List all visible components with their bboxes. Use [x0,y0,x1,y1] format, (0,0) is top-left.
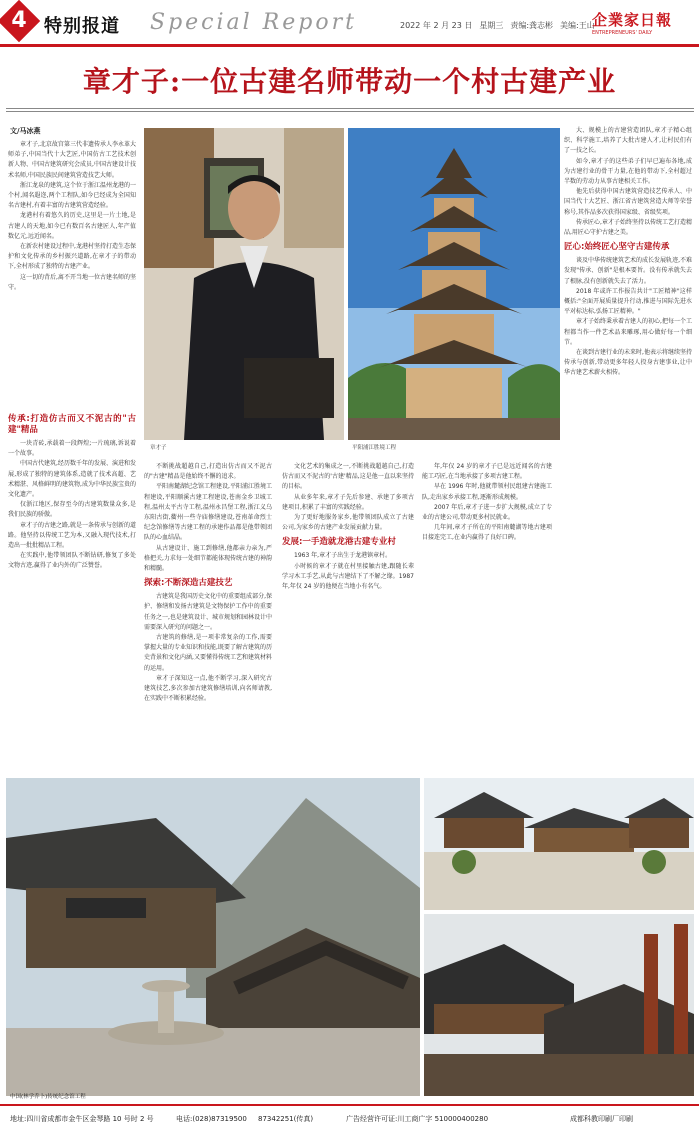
footer-printer: 成都科教印刷厂印刷 [570,1115,633,1123]
portrait-caption: 章才子 [150,445,167,451]
subhead-exploration: 探索:不断深造古建技艺 [144,578,233,589]
paragraph: 1963 年,章才子出生于龙港镇章村。 [294,552,392,560]
footer-license: 广告经营许可证:川工商广字 510000400280 [346,1115,489,1123]
paragraph: 文化艺术的集成之一,不断挑战超越自己,打造仿古而又不泥古的'古建'精品,这是他一直以来坚持的目标。 [282,463,414,491]
pavilion-illustration [348,128,560,440]
section-title: 特别报道 [44,16,120,37]
paragraph: 古建筑是我国历史文化中的重要组成部分,保护、修缮和发扬古建筑是文物保护工作中的重要任务之一,也是建筑设计、城市规划和园林设计中需要深入研究的问题之一。 [144,593,272,631]
paragraph: 谈及中华传统建筑艺术的成长发展轨迹,不难发现"传承、创新"是根本要旨。没有传承就失去了根脉,没有创新就失去了活力。 [564,257,692,285]
paragraph: 章才子始终秉承着古建人的初心,把每一个工程都当作一件艺术品来雕琢,用心做好每一个细节。 [564,318,692,346]
paragraph: 一块青砖,承载着一段辉煌;一片琉璃,诉说着一个故事。 [8,440,136,458]
pavilion-caption: 平阳浦江胜境工程 [352,445,397,451]
paragraph: 仅浙江地区,保存至今的古建筑数量众多,是我们民族的骄傲。 [8,501,136,519]
paragraph: 传承匠心,章才子始终坚持以传统工艺打造精品,用匠心守护古建之美。 [564,218,692,237]
paragraph: 中国古代建筑,经历数千年的发展、演进和发展,形成了独特的建筑体系,造就了技术高超、艺术精湛、风格鲜明的建筑物,成为中华民族宝贵的文化遗产。 [8,460,136,499]
footer-fax: 87342251(传真) [258,1115,314,1123]
designer: 美编:王山 [560,21,595,30]
paragraph: 为了更好地服务家乡,他带领团队成立了古建公司,为家乡的古建产业发展贡献力量。 [282,514,414,532]
bottom-photo-caption: 中国(林学乔卜)传统纪念馆工程 [10,1094,86,1100]
paragraph: 浙江龙泉的建筑,这个位于浙江温州龙港的一个村,闻名遐迩,两个工程队,如今已经成为全国知名古建村,有着丰富的古建筑营造经验。 [8,181,136,210]
footer-address: 地址:四川省成都市金牛区金琴路 10 号时 2 号 [10,1115,154,1123]
text-column-1 [8,140,136,404]
garden-hall-photo [424,778,694,910]
page-footer [0,1104,699,1126]
text-column-2 [144,462,272,772]
article-headline: 章才子:一位古建名师带动一个村古建产业 [82,65,617,98]
corridor-illustration [424,914,694,1096]
paragraph: 2018 年或许工作报告共计"工匠精神"这样概括:"全面开展质量提升行动,推进与国际先进水平对标达标,弘扬工匠精神。" [564,287,692,316]
paragraph: 在实践中,他带领团队不断钻研,修复了多处文物古迹,赢得了业内外的广泛赞誉。 [8,552,136,570]
portrait-photo [144,128,344,440]
newspaper-logo-en: ENTREPRENEURS' DAILY [592,30,653,36]
paragraph: 这一切的背后,离不开当地一位古建名师的坚守。 [8,273,136,291]
headline-rule-top [6,108,694,109]
paragraph: 不断挑战超越自己,打造出仿古而又不泥古的"古建"精品是他始终不懈的追求。 [144,463,272,481]
paragraph: 章才子,北京故宫第三代非遗传承人李永革大师弟子,中国当代十大艺匠,中国仿古工艺技术创新人物、中国古建筑研究会成员,中国古建设计技术名师,中国民族民间建筑营造技艺大师。 [8,141,136,179]
footer-phone: 电话:(028)87319500 [176,1115,247,1123]
editor: 责编:龚志彬 [510,21,554,30]
issue-date: 2022 年 2 月 23 日 [400,21,473,30]
article-author: 文/马冰燕 [10,127,41,135]
paragraph: 2007 年后,章才子进一步扩大规模,成立了专业的古建公司,带动更多村民就业。 [422,503,552,522]
page-number: 4 [11,8,27,33]
paragraph: 章才子的古建之路,就是一条传承与创新的道路。他坚持以传统工艺为本,又融入现代技术,打造出一批批精品工程。 [8,521,136,550]
paragraph: 如今,章才子的这些弟子们早已遍布各地,成为古建行业的骨干力量,在他的带动下,全村超过半数的劳动力从事古建相关工作。 [564,157,692,186]
headline-rule-bottom [6,111,694,112]
text-column-1b [8,410,136,772]
paragraph: 平阳南麓湖纪念馆工程建设,平阳浦江胜境工程建设,平阳顺溪古建工程建设,苍南金乡卫城工程,温州太平古寺工程,温州永昌堡工程,浙江义乌东阳古街,衢州一些寺庙修缮建设,苍南革命烈士纪念馆修缮等古建工程的承建作品都是他带领团队的心血结晶。 [144,483,272,542]
page-header [0,0,699,50]
text-column-4 [422,462,552,772]
newspaper-logo: 企業家日報 [592,11,673,29]
temple-courtyard-photo [6,778,420,1096]
paragraph: 年,年仅 24 岁的章才子已是远近闻名的古建能工巧匠,在当地承接了多项古建工程。 [422,463,552,481]
paragraph: 从古建设计、施工到修缮,他都亲力亲为,严格把关,力求每一处细节都能体现传统古建的神韵和精髓。 [144,544,272,573]
paragraph: 他先后获得中国古建筑营造技艺传承人、中国当代十大艺匠、浙江省古建筑营造大师等荣誉称号,其作品多次获得国家级、省级奖项。 [564,188,692,216]
issue-meta [400,20,602,31]
subhead-development: 发展:一手造就龙港古建专业村 [282,537,396,548]
portrait-illustration [144,128,344,440]
paragraph: 早在 1996 年时,他就带领村民组建古建施工队,走出家乡承接工程,逐渐形成规模。 [422,483,552,501]
corridor-roofs-photo [424,914,694,1096]
paragraph: 在新农村建设过程中,龙港村坚持打造生态保护和文化传承的乡村振兴道路,在章才子的带动下,全村形成了独特的古建产业。 [8,243,136,271]
subhead-inheritance: 传承:打造仿古而又不泥古的"古建"精品 [8,414,136,435]
text-column-3 [282,462,414,772]
paragraph: 从业多年来,章才子先后参建、承建了多项古建项目,积累了丰富的实践经验。 [282,493,414,511]
pavilion-photo [348,128,560,440]
paragraph: 大、规模上的古建营造团队,章才子精心组织、科学施工,培养了大批古建人才,让村民们有了一技之长。 [564,127,692,155]
paragraph: 几年间,章才子所在的平阳南麓湖等地古建项目接连完工,在业内赢得了良好口碑。 [422,524,552,542]
subhead-craftsmanship: 匠心:始终匠心坚守古建传承 [564,242,670,253]
paragraph: 小时候的章才子就在村里接触古建,跟随长辈学习木工手艺,从此与古建结下了不解之缘。1987年,年仅 24 岁的他便在当地小有名气。 [282,562,414,591]
paragraph: 古建筑的修缮,是一项非常复杂的工作,需要掌握大量的专业知识和技能,既要了解古建筑的历史背景和文化内涵,又要懂得传统工艺和建筑材料的运用。 [144,634,272,672]
garden-hall-illustration [424,778,694,910]
header-rule [0,44,699,47]
paragraph: 章才子深知这一点,他不断学习,深入研究古建筑技艺,多次参加古建筑修缮培训,向名师请教,在实践中不断积累经验。 [144,674,272,703]
issue-weekday: 星期三 [479,21,504,30]
paragraph: 在谈到古建行业的未来时,他表示将继续坚持传承与创新,带动更多年轻人投身古建事业,让中华古建艺术薪火相传。 [564,349,692,377]
paragraph: 龙港村有着悠久的历史,这里是一片土地,是古建人的天地,如今已有数百名古建匠人,年产值数亿元,远近闻名。 [8,212,136,240]
section-title-en: Special Report [150,10,357,35]
text-column-5 [564,126,692,772]
page-number-badge [0,0,40,42]
courtyard-illustration [6,778,420,1096]
